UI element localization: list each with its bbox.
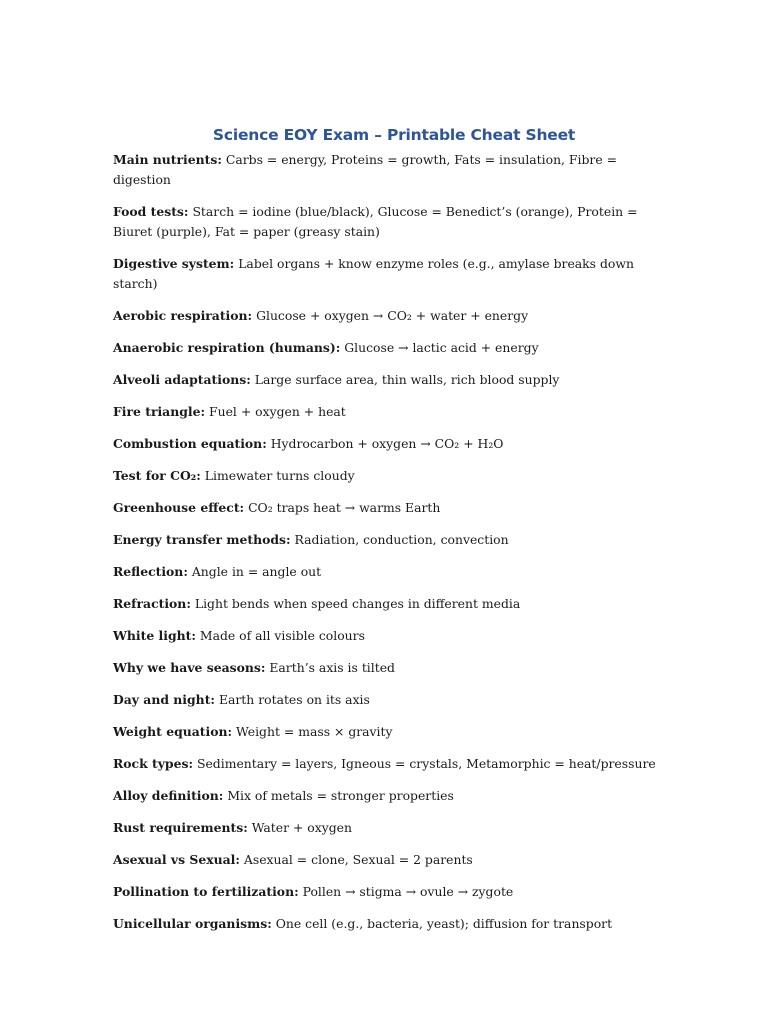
cheat-sheet-entry bbox=[113, 202, 673, 242]
entry-term: Energy transfer methods: bbox=[113, 532, 291, 547]
entry-term: Rust requirements: bbox=[113, 820, 248, 835]
entry-definition: Glucose → lactic acid + energy bbox=[344, 340, 539, 355]
entry-term: Alloy definition: bbox=[113, 788, 224, 803]
entry-term: Reflection: bbox=[113, 564, 188, 579]
cheat-sheet-entry bbox=[113, 722, 673, 742]
entry-definition: Earth rotates on its axis bbox=[218, 692, 370, 707]
entry-term: Day and night: bbox=[113, 692, 215, 707]
entry-term: Alveoli adaptations: bbox=[113, 372, 251, 387]
entry-term: Greenhouse effect: bbox=[113, 500, 245, 515]
entry-definition: Water + oxygen bbox=[251, 820, 352, 835]
entry-term: Refraction: bbox=[113, 596, 191, 611]
entry-term: Digestive system: bbox=[113, 256, 235, 271]
entry-definition: One cell (e.g., bacteria, yeast); diffusion for transport bbox=[275, 916, 613, 931]
entry-definition: Mix of metals = stronger properties bbox=[227, 788, 454, 803]
entry-definition: Limewater turns cloudy bbox=[204, 468, 355, 483]
cheat-sheet-entry bbox=[113, 818, 673, 838]
entry-definition: Glucose + oxygen → CO₂ + water + energy bbox=[256, 308, 529, 323]
cheat-sheet-entry bbox=[113, 306, 673, 326]
entry-definition: Asexual = clone, Sexual = 2 parents bbox=[243, 852, 473, 867]
cheat-sheet-entry bbox=[113, 498, 673, 518]
entry-term: Rock types: bbox=[113, 756, 194, 771]
cheat-sheet-entry bbox=[113, 402, 673, 422]
cheat-sheet-entry bbox=[113, 594, 673, 614]
cheat-sheet-entry bbox=[113, 338, 673, 358]
entry-definition: Pollen → stigma → ovule → zygote bbox=[302, 884, 514, 899]
entry-definition: Angle in = angle out bbox=[191, 564, 322, 579]
cheat-sheet-entry bbox=[113, 786, 673, 806]
cheat-sheet-entry bbox=[113, 658, 673, 678]
entry-definition: Radiation, conduction, convection bbox=[294, 532, 509, 547]
cheat-sheet-entry bbox=[113, 370, 673, 390]
entry-term: Main nutrients: bbox=[113, 152, 222, 167]
cheat-sheet-entry bbox=[113, 754, 673, 774]
cheat-sheet-list bbox=[113, 150, 673, 934]
entry-term: Aerobic respiration: bbox=[113, 308, 253, 323]
cheat-sheet-entry bbox=[113, 626, 673, 646]
document-page bbox=[113, 124, 673, 946]
entry-term: White light: bbox=[113, 628, 196, 643]
entry-definition: Label organs + know enzyme roles (e.g., amylase breaks down starch) bbox=[113, 256, 634, 291]
entry-definition: CO₂ traps heat → warms Earth bbox=[248, 500, 441, 515]
entry-definition: Hydrocarbon + oxygen → CO₂ + H₂O bbox=[270, 436, 504, 451]
cheat-sheet-entry bbox=[113, 882, 673, 902]
entry-definition: Weight = mass × gravity bbox=[236, 724, 393, 739]
entry-definition: Light bends when speed changes in different media bbox=[194, 596, 521, 611]
entry-term: Test for CO₂: bbox=[113, 468, 201, 483]
entry-definition: Made of all visible colours bbox=[199, 628, 365, 643]
entry-term: Food tests: bbox=[113, 204, 189, 219]
entry-term: Weight equation: bbox=[113, 724, 233, 739]
entry-definition: Large surface area, thin walls, rich blood supply bbox=[254, 372, 560, 387]
document-title: Science EOY Exam – Printable Cheat Sheet bbox=[212, 126, 576, 144]
cheat-sheet-entry bbox=[113, 690, 673, 710]
entry-definition: Fuel + oxygen + heat bbox=[209, 404, 346, 419]
entry-term: Asexual vs Sexual: bbox=[113, 852, 240, 867]
entry-definition: Earth’s axis is tilted bbox=[269, 660, 395, 675]
entry-term: Unicellular organisms: bbox=[113, 916, 272, 931]
entry-definition: Starch = iodine (blue/black), Glucose = Benedict’s (orange), Protein = Biuret (purple), Fat = paper (greasy stain) bbox=[113, 204, 638, 239]
cheat-sheet-entry bbox=[113, 850, 673, 870]
cheat-sheet-entry bbox=[113, 254, 673, 294]
entry-term: Combustion equation: bbox=[113, 436, 267, 451]
cheat-sheet-entry bbox=[113, 466, 673, 486]
entry-term: Pollination to fertilization: bbox=[113, 884, 299, 899]
entry-term: Anaerobic respiration (humans): bbox=[113, 340, 341, 355]
cheat-sheet-entry bbox=[113, 434, 673, 454]
entry-definition: Sedimentary = layers, Igneous = crystals, Metamorphic = heat/pressure bbox=[196, 756, 656, 771]
entry-term: Fire triangle: bbox=[113, 404, 206, 419]
cheat-sheet-entry bbox=[113, 914, 673, 934]
cheat-sheet-entry bbox=[113, 530, 673, 550]
cheat-sheet-entry bbox=[113, 150, 673, 190]
entry-definition: Carbs = energy, Proteins = growth, Fats = insulation, Fibre = digestion bbox=[113, 152, 617, 187]
entry-term: Why we have seasons: bbox=[113, 660, 266, 675]
cheat-sheet-entry bbox=[113, 562, 673, 582]
